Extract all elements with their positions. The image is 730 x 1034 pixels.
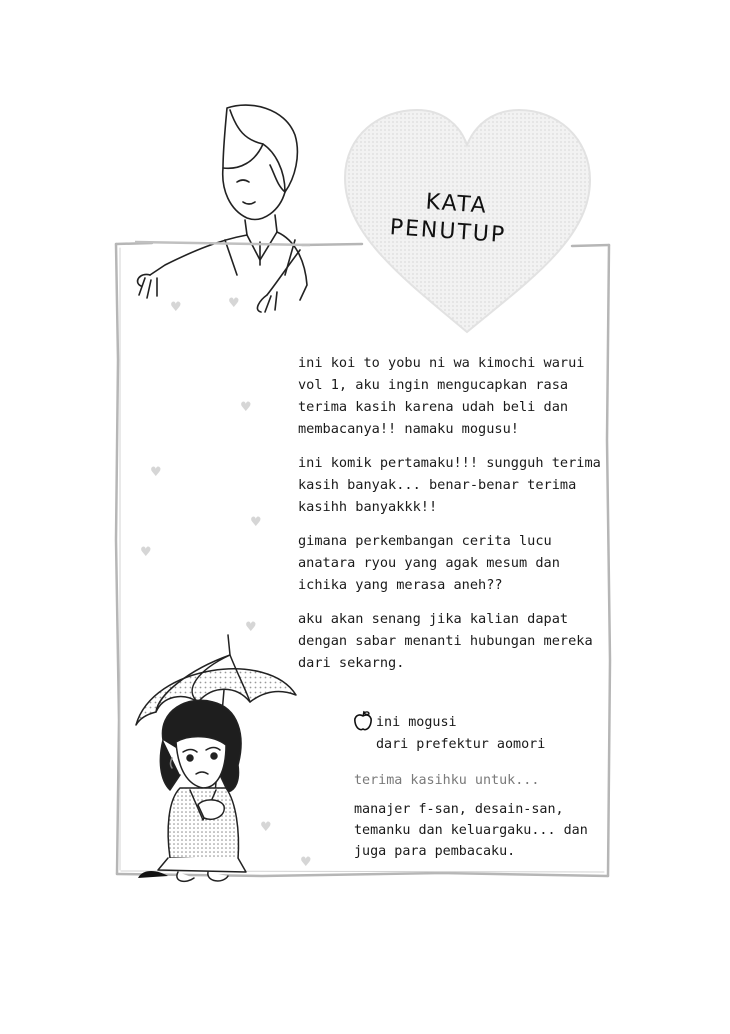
paragraph: gimana perkembangan cerita lucu anatara ryou yang agak mesum dan ichika yang merasa aneh?? bbox=[298, 533, 560, 593]
girl-with-umbrella-illustration bbox=[128, 630, 303, 885]
paragraph: ini koi to yobu ni wa kimochi warui vol 1, aku ingin mengucapkan rasa terima kasih karena udah beli dan membacanya!! namaku mogusu! bbox=[298, 355, 585, 437]
afterword-title bbox=[378, 187, 542, 268]
decor-heart-icon: ♥ bbox=[240, 400, 252, 415]
thanks-line: juga para pembacaku. bbox=[354, 844, 516, 859]
apple-icon bbox=[352, 710, 374, 732]
decor-heart-icon: ♥ bbox=[228, 296, 240, 311]
decor-heart-icon: ♥ bbox=[150, 465, 162, 480]
signature-origin: dari prefektur aomori bbox=[376, 737, 546, 752]
afterword-body bbox=[298, 352, 603, 686]
paragraph: ini komik pertamaku!!! sungguh terima kasih banyak... benar-benar terima kasihh banyakkk!! bbox=[298, 455, 601, 515]
man-character-illustration bbox=[135, 100, 310, 315]
thanks-heading: terima kasihku untuk... bbox=[354, 773, 540, 788]
title-line-2: PENUTUP bbox=[388, 215, 507, 249]
decor-heart-icon: ♥ bbox=[245, 620, 257, 635]
title-line-1: KATA bbox=[424, 189, 489, 219]
decor-heart-icon: ♥ bbox=[260, 820, 272, 835]
thanks-line: temanku dan keluargaku... dan bbox=[354, 823, 588, 838]
signature-name: ini mogusi bbox=[376, 715, 457, 730]
decor-heart-icon: ♥ bbox=[170, 300, 182, 315]
decor-heart-icon: ♥ bbox=[300, 855, 312, 870]
decor-heart-icon: ♥ bbox=[250, 515, 262, 530]
thanks-line: manajer f-san, desain-san, bbox=[354, 802, 564, 817]
decor-heart-icon: ♥ bbox=[140, 545, 152, 560]
thanks-section bbox=[354, 770, 604, 862]
paragraph: aku akan senang jika kalian dapat dengan sabar menanti hubungan mereka dari sekarng. bbox=[298, 611, 593, 671]
